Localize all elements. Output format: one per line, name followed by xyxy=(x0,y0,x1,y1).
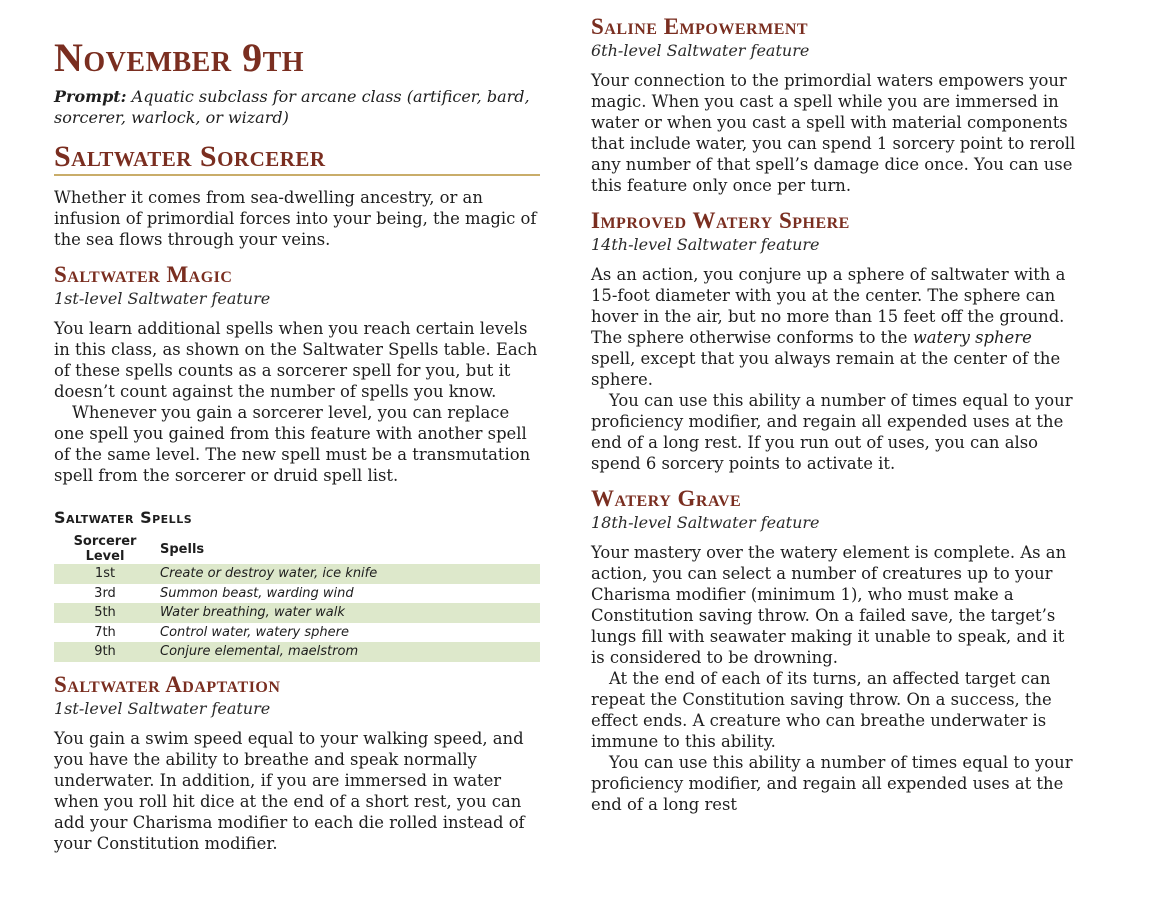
feature-title-watery-grave: Watery Grave xyxy=(591,486,742,511)
table-row xyxy=(54,642,540,662)
feature-title-saltwater-magic: Saltwater Magic xyxy=(54,262,233,287)
feature-text-part: As an action, you conjure up a sphere of saltwater with a 15-foot diameter with you at the center. The sphere can hover in the air, but no more than 15 feet off the ground. The sphere otherwise conforms to the xyxy=(591,265,1066,347)
table-cell-spells: Conjure elemental, maelstrom xyxy=(154,642,540,662)
table-title: Saltwater Spells xyxy=(54,508,193,527)
table-cell-level: 3rd xyxy=(94,585,116,601)
feature-text: Whenever you gain a sorcerer level, you can replace one spell you gained from this feature with another spell of the same level. The new spell must be a transmutation spell from the sorcerer or druid spell list. xyxy=(54,403,531,485)
table-row xyxy=(54,623,540,643)
table-row xyxy=(54,603,540,623)
feature-text: You can use this ability a number of times equal to your proficiency modifier, and regain all expended uses at the end of a long rest xyxy=(591,753,1073,814)
feature-title-improved-watery-sphere: Improved Watery Sphere xyxy=(591,208,850,233)
feature-text-part: spell, except that you always remain at the center of the sphere. xyxy=(591,349,1061,389)
table-header: Spells xyxy=(160,541,205,557)
feature-level: 18th-level Saltwater feature xyxy=(591,513,820,532)
page-title: November 9th xyxy=(54,35,305,80)
feature-title-saline-empowerment: Saline Empowerment xyxy=(591,14,809,39)
feature-text: At the end of each of its turns, an affected target can repeat the Constitution saving throw. On a success, the effect ends. A creature who can breathe underwater is immune to this ability. xyxy=(591,669,1052,751)
table-cell-level: 7th xyxy=(94,624,116,640)
intro-text: Whether it comes from sea-dwelling ancestry, or an infusion of primordial forces into your being, the magic of the sea flows through your veins. xyxy=(54,188,537,249)
table-cell-level: 1st xyxy=(54,564,154,584)
table-row xyxy=(54,584,540,604)
spells-table xyxy=(54,534,540,662)
feature-text: You can use this ability a number of times equal to your proficiency modifier, and regain all expended uses at the end of a long rest. If you run out of uses, you can also spend 6 sorcery points to activate it. xyxy=(591,391,1073,473)
feature-text: You gain a swim speed equal to your walking speed, and you have the ability to breathe and speak normally underwater. In addition, if you are immersed in water when you roll hit dice at the end of a short rest, you can add your Charisma modifier to each die rolled instead of your Constitution modifier. xyxy=(54,728,525,853)
right-column xyxy=(591,0,1081,815)
table-cell-level: 5th xyxy=(54,603,154,623)
prompt-label: Prompt: xyxy=(54,87,127,106)
subclass-title: Saltwater Sorcerer xyxy=(54,140,326,173)
feature-title-saltwater-adaptation: Saltwater Adaptation xyxy=(54,671,281,697)
feature-level: 1st-level Saltwater feature xyxy=(54,698,271,718)
left-column xyxy=(54,0,540,854)
feature-level: 14th-level Saltwater feature xyxy=(591,235,820,254)
table-cell-spells: Control water, watery sphere xyxy=(160,624,349,640)
feature-level: 6th-level Saltwater feature xyxy=(591,41,810,60)
feature-text: Your mastery over the watery element is complete. As an action, you can select a number of creatures up to your Charisma modifier (minimum 1), who must make a Constitution saving throw. On a failed save, the target’s lungs fill with seawater making it unable to speak, and it is considered to be drowning. xyxy=(591,543,1067,667)
prompt xyxy=(54,86,540,128)
table-cell-spells: Create or destroy water, ice knife xyxy=(154,564,540,584)
table-row xyxy=(54,564,540,584)
prompt-text: Aquatic subclass for arcane class (artificer, bard, sorcerer, warlock, or wizard) xyxy=(54,87,530,127)
table-header-row xyxy=(54,534,540,564)
feature-text: You learn additional spells when you reach certain levels in this class, as shown on the Saltwater Spells table. Each of these spells counts as a sorcerer spell for you, but it doesn’t count against the number of spells you know. xyxy=(54,319,538,401)
table-cell-spells: Summon beast, warding wind xyxy=(160,585,354,601)
table-header: Sorcerer Level xyxy=(73,534,137,564)
table-cell-spells: Water breathing, water walk xyxy=(154,603,540,623)
feature-text: Your connection to the primordial waters empowers your magic. When you cast a spell while you are immersed in water or when you cast a spell with material components that include water, you can spend 1 sorcery point to reroll any number of that spell’s damage dice once. You can use this feature only once per turn. xyxy=(591,71,1076,195)
spell-name: watery sphere xyxy=(912,328,1032,347)
table-cell-level: 9th xyxy=(54,642,154,662)
feature-level: 1st-level Saltwater feature xyxy=(54,289,271,308)
feature-text xyxy=(591,264,1081,390)
